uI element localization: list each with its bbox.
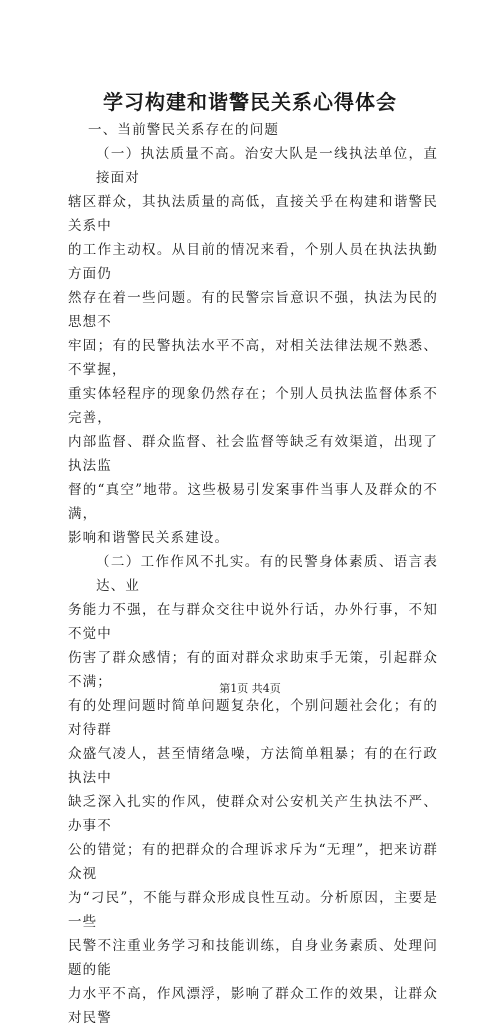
paragraph-line: 伤害了群众感情；有的面对群众求助束手无策，引起群众不满； — [68, 650, 438, 690]
paragraph-enforcement-quality — [68, 142, 438, 550]
paragraph-line: 重实体轻程序的现象仍然存在；个别人员执法监督体系不完善， — [68, 386, 438, 426]
paragraph-line: 牢固；有的民警执法水平不高，对相关法律法规不熟悉、不掌握， — [68, 338, 438, 378]
paragraph-work-style — [68, 550, 438, 1030]
paragraph-line: 有的处理问题时简单问题复杂化，个别问题社会化；有的对待群 — [68, 698, 438, 738]
paragraph-line: 缺乏深入扎实的作风，使群众对公安机关产生执法不严、办事不 — [68, 794, 438, 834]
paragraph-line: 民警不注重业务学习和技能训练，自身业务素质、处理问题的能 — [68, 938, 438, 978]
paragraph-line: 为“刁民”，不能与群众形成良性互动。分析原因，主要是一些 — [68, 890, 438, 930]
paragraph-line: 的工作主动权。从目前的情况来看，个别人员在执法执勤方面仍 — [68, 242, 438, 282]
paragraph-line: 督的“真空”地带。这些极易引发案事件当事人及群众的不满， — [68, 482, 438, 522]
document-title: 学习构建和谐警民关系心得体会 — [103, 90, 397, 114]
paragraph-line: 公的错觉；有的把群众的合理诉求斥为“无理”，把来访群众视 — [68, 842, 438, 882]
page-number-footer: 第1页 共4页 — [219, 682, 281, 695]
paragraph-line: （一）执法质量不高。治安大队是一线执法单位，直接面对 — [96, 146, 438, 186]
paragraph-line: 众盛气凌人，甚至情绪急噪，方法简单粗暴；有的在行政执法中 — [68, 746, 438, 786]
paragraph-line: （二）工作作风不扎实。有的民警身体素质、语言表达、业 — [96, 554, 438, 594]
paragraph-line: 影响和谐警民关系建设。 — [68, 530, 230, 546]
paragraph-line: 辖区群众，其执法质量的高低，直接关乎在构建和谐警民关系中 — [68, 194, 438, 234]
document-body — [68, 118, 438, 1030]
paragraph-line: 内部监督、群众监督、社会监督等缺乏有效渠道，出现了执法监 — [68, 434, 438, 474]
paragraph-line: 务能力不强，在与群众交往中说外行话，办外行事，不知不觉中 — [68, 602, 438, 642]
paragraph-line: 力水平不高，作风漂浮，影响了群众工作的效果，让群众对民警 — [68, 986, 438, 1026]
section-heading: 一、当前警民关系存在的问题 — [88, 122, 280, 138]
paragraph-line: 然存在着一些问题。有的民警宗旨意识不强，执法为民的思想不 — [68, 290, 438, 330]
